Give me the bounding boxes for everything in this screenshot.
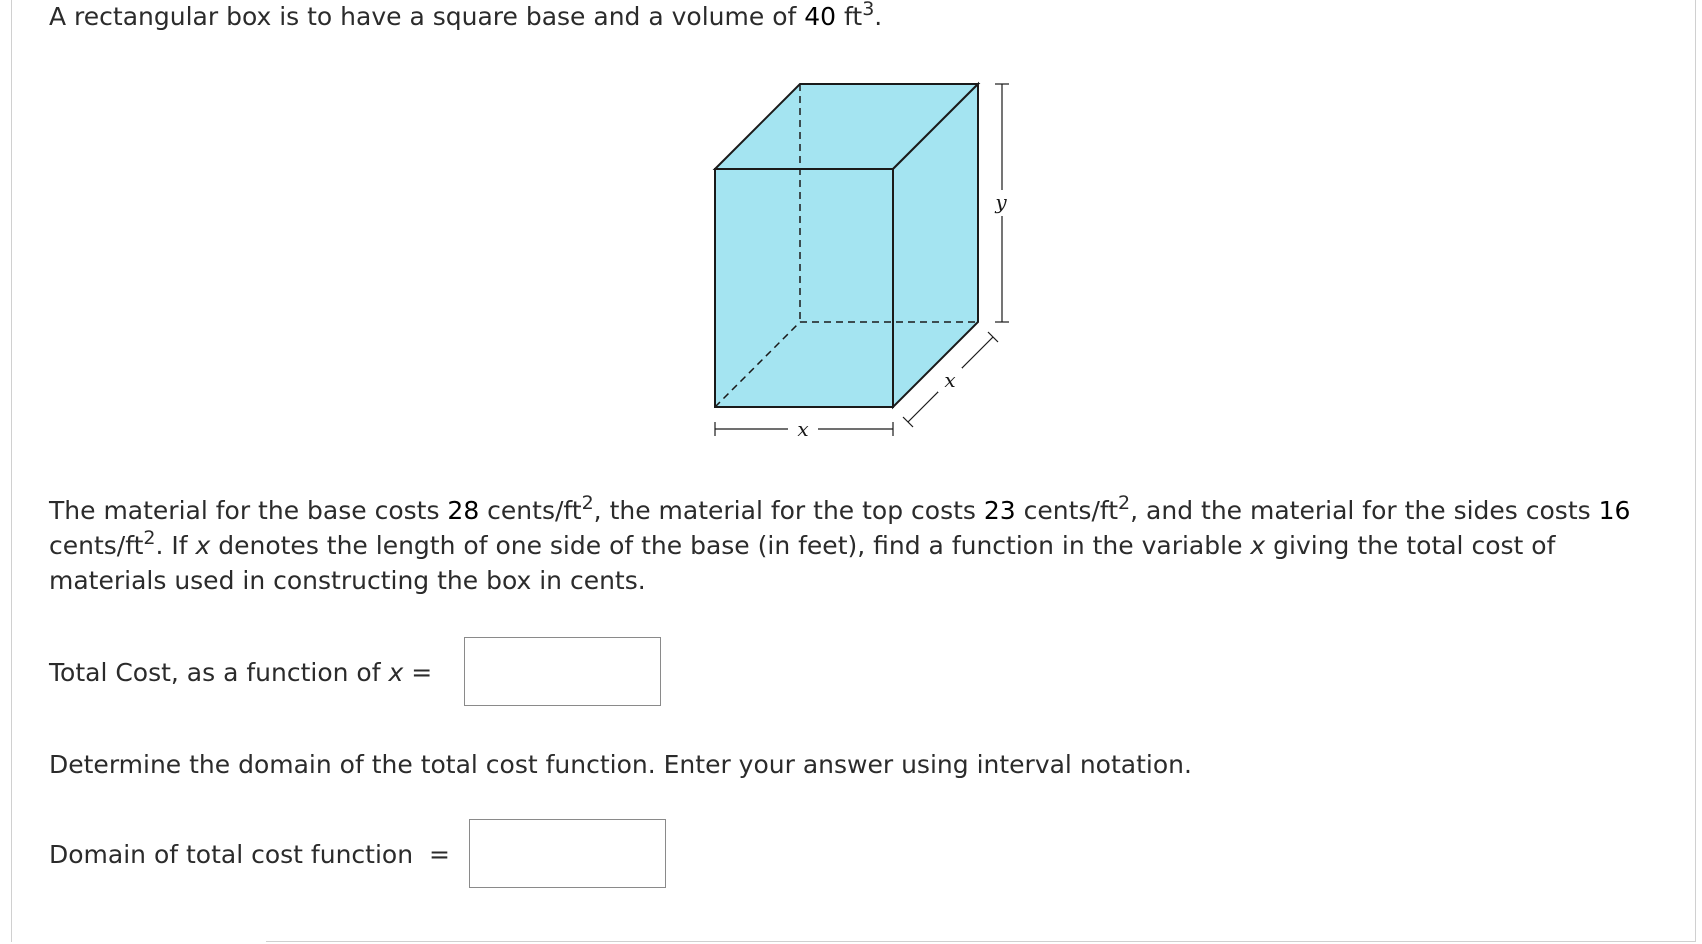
box-front-face — [715, 169, 893, 407]
total-cost-equals: = — [403, 658, 433, 687]
total-cost-input[interactable] — [464, 637, 661, 706]
para-exponent-2: 2 — [1118, 492, 1131, 514]
para-variable-2: x — [1250, 531, 1266, 560]
volume-unit: ft — [836, 2, 863, 31]
intro-prefix: A rectangular box is to have a square base and a volume of — [49, 2, 805, 31]
box-figure — [700, 70, 1007, 450]
total-cost-label — [49, 656, 432, 689]
total-cost-variable: x — [388, 658, 404, 687]
domain-label: Domain of total cost function = — [49, 840, 450, 869]
domain-question: Determine the domain of the total cost function. Enter your answer using interval notation. — [49, 750, 1192, 779]
para-text-5: , and the material for the sides costs — [1130, 496, 1599, 525]
problem-paragraph — [49, 493, 1669, 598]
para-text-2: cents/ft — [479, 496, 582, 525]
volume-value: 40 — [804, 2, 837, 31]
intro-suffix: . — [874, 2, 883, 31]
top-cost-value: 23 — [983, 496, 1016, 525]
para-text-6: cents/ft — [49, 531, 144, 560]
para-exponent-1: 2 — [581, 492, 594, 514]
para-text-1: The material for the base costs — [49, 496, 448, 525]
para-exponent-3: 2 — [143, 527, 156, 549]
total-cost-prefix: Total Cost, as a function of — [49, 658, 389, 687]
volume-exponent: 3 — [862, 0, 875, 20]
para-text-3: , the material for the top costs — [593, 496, 984, 525]
frame-bottom-border — [266, 941, 1696, 942]
side-cost-value: 16 — [1598, 496, 1631, 525]
x-front-label: x — [797, 417, 809, 441]
para-text-9: giving the total cost of materials used in constructing the box in cents. — [49, 531, 1556, 595]
para-variable-1: x — [195, 531, 211, 560]
base-cost-value: 28 — [447, 496, 480, 525]
domain-input[interactable] — [469, 819, 666, 888]
y-label: y — [995, 190, 1007, 214]
para-text-4: cents/ft — [1015, 496, 1119, 525]
para-text-7: . If — [155, 531, 196, 560]
para-text-8: denotes the length of one side of the base (in feet), find a function in the variable — [210, 531, 1251, 560]
x-depth-label: x — [944, 368, 956, 392]
problem-intro — [49, 0, 882, 33]
